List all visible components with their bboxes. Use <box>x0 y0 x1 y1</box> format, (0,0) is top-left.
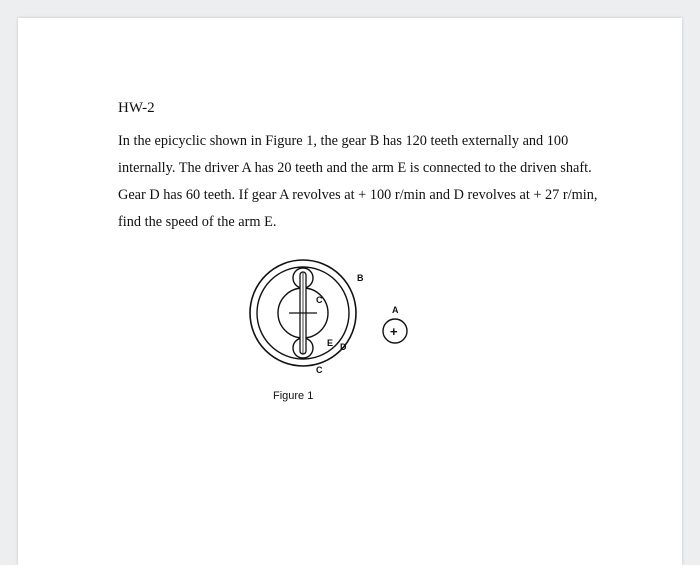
figure-caption: Figure 1 <box>273 390 314 402</box>
assignment-heading: HW-2 <box>118 100 155 116</box>
label-c-top: C <box>316 295 323 305</box>
gear-a-center-mark: + <box>390 324 398 339</box>
epicyclic-gear-diagram <box>243 251 423 381</box>
label-a: A <box>392 305 399 315</box>
label-b: B <box>357 273 364 283</box>
label-d: D <box>340 342 347 352</box>
label-e: E <box>327 338 334 348</box>
label-c-bottom: C <box>316 365 323 375</box>
document-page <box>18 18 682 565</box>
problem-statement: In the epicyclic shown in Figure 1, the gear B has 120 teeth externally and 100 internally. The driver A has 20 teeth and the arm E is connected to the driven shaft. Gear D has 60 teeth. If gear A revolves at + 100 r/min and D revolves at + 27 r/min, find the speed of the arm E. <box>118 133 598 230</box>
